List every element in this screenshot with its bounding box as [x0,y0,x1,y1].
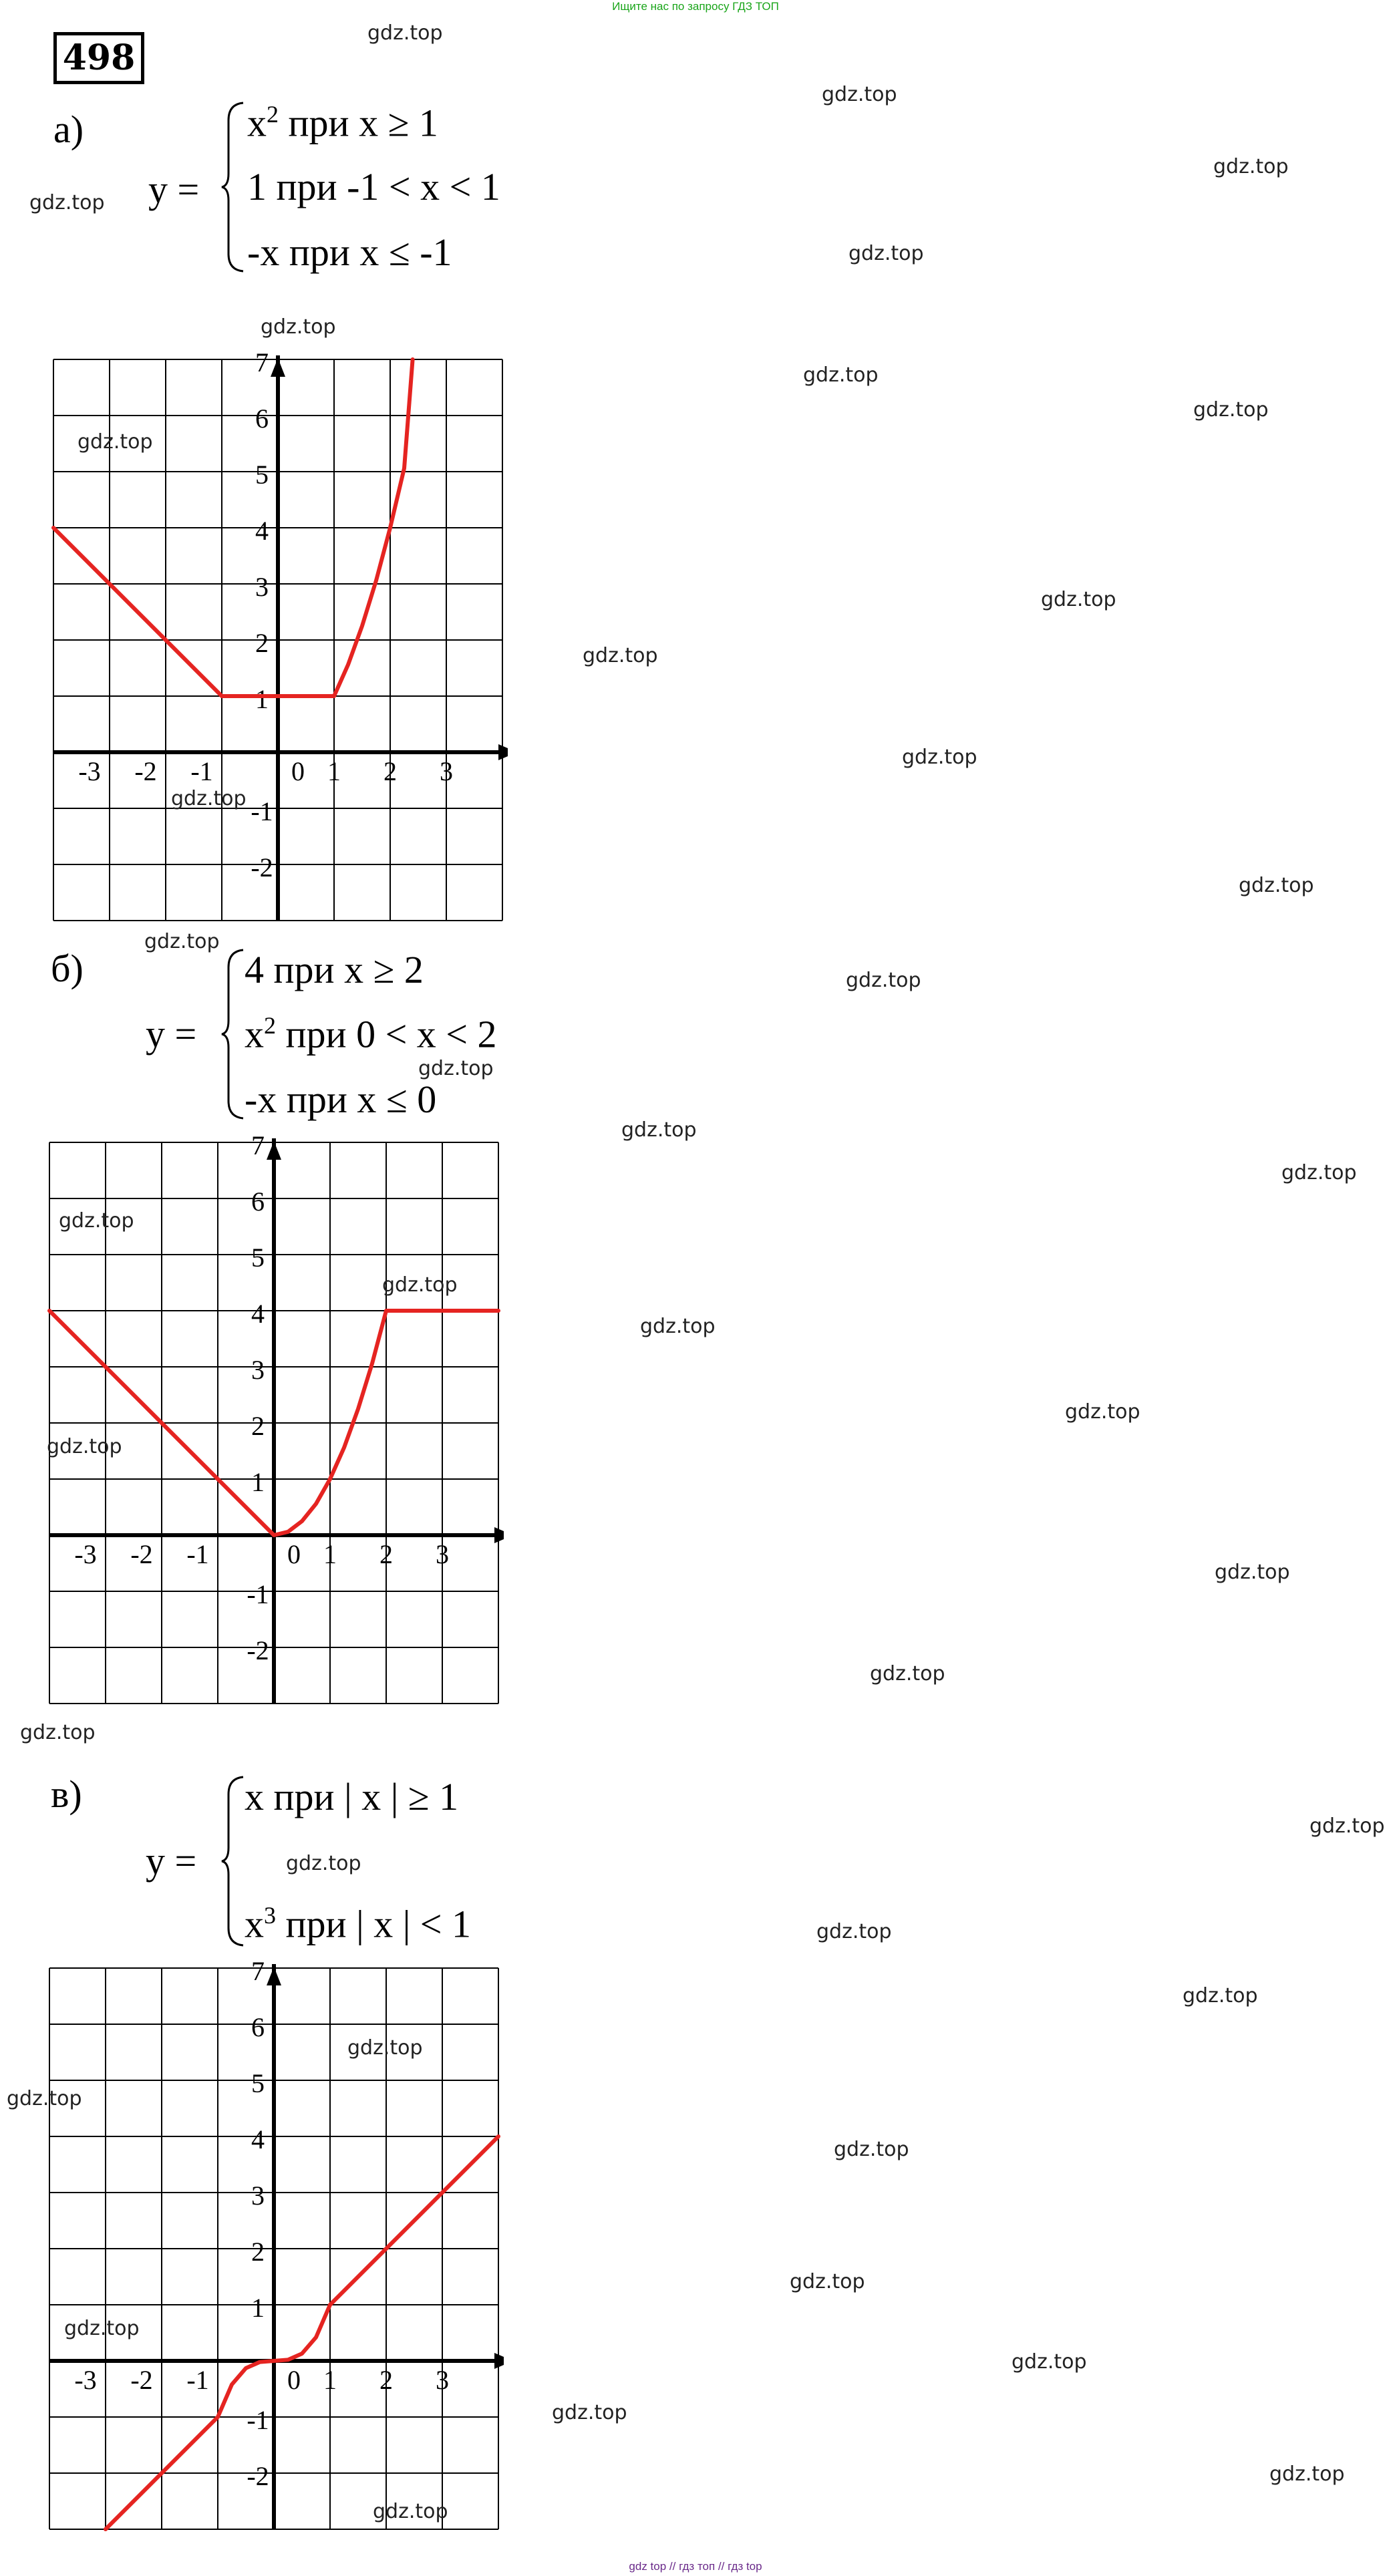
watermark: gdz.top [1309,1814,1385,1838]
part-a-label: а) [53,108,84,151]
x-tick-label: -2 [134,756,157,786]
watermark: gdz.top [790,2270,865,2293]
part-a-brace [220,100,247,274]
part-b-brace [220,947,247,1121]
y-tick-label: 1 [251,1467,265,1497]
part-a-y-label: y = [148,168,200,211]
x-tick-label: -1 [190,756,213,786]
watermark: gdz.top [583,644,658,667]
y-tick-label: -2 [247,2461,269,2491]
watermark: gdz.top [846,969,921,992]
x-tick-label: 2 [383,756,397,786]
x-tick-label: 1 [323,1539,337,1569]
watermark: gdz.top [373,2500,448,2523]
watermark: gdz.top [552,2401,627,2424]
problem-number: 498 [53,32,144,84]
x-tick-label: 3 [436,2365,449,2395]
watermark: gdz.top [870,1662,945,1685]
x-tick-label: 0 [287,2365,301,2395]
y-tick-label: 1 [255,684,269,714]
x-tick-label: -3 [74,1539,97,1569]
y-tick-label: 2 [251,2237,265,2267]
part-b-case-2: $x^2$ при 0 < x < 2 [245,1012,497,1056]
function-curve [106,2136,498,2529]
watermark: gdz.top [1041,588,1116,611]
y-tick-label: -2 [247,1635,269,1665]
y-tick-label: 4 [251,2124,265,2154]
y-tick-label: -2 [251,852,273,882]
watermark: gdz.top [347,2036,423,2060]
watermark: gdz.top [20,1721,96,1744]
part-a-case-3: -x при x ≤ -1 [247,230,452,274]
part-b-case-1: 4 при x ≥ 2 [245,948,424,991]
part-c-y-label: y = [146,1839,197,1883]
part-c-case-2: $x^3$ при | x | < 1 [245,1902,472,1946]
y-tick-label: 7 [251,1136,265,1160]
y-axis-arrow [271,358,285,377]
y-tick-label: 5 [251,1243,265,1273]
x-tick-label: -2 [130,2365,153,2395]
watermark: gdz.top [59,1209,134,1233]
watermark: gdz.top [29,191,105,214]
watermark: gdz.top [822,83,897,106]
watermark: gdz.top [171,787,247,810]
watermark: gdz.top [803,363,879,387]
watermark: gdz.top [621,1118,697,1142]
x-axis-arrow [494,2353,504,2369]
watermark: gdz.top [1065,1400,1140,1424]
y-tick-label: 6 [251,2012,265,2042]
graph-c [43,1961,504,2543]
x-tick-label: -3 [78,756,101,786]
part-b-y-label: y = [146,1012,197,1056]
watermark: gdz.top [1239,874,1314,897]
watermark: gdz.top [367,21,443,45]
part-b-label: б) [51,947,84,990]
x-axis-arrow [494,1527,504,1543]
y-tick-label: -1 [247,1579,269,1609]
x-tick-label: 3 [436,1539,449,1569]
x-tick-label: -1 [186,2365,209,2395]
x-tick-label: 2 [379,1539,393,1569]
part-a-case-2: 1 при -1 < x < 1 [247,165,500,208]
watermark: gdz.top [1269,2462,1345,2486]
x-tick-label: -2 [130,1539,153,1569]
y-tick-label: 5 [255,460,269,490]
watermark: gdz.top [1215,1561,1290,1584]
watermark: gdz.top [286,1852,361,1875]
top-note: Ищите нас по запросу ГДЗ ТОП [612,0,779,13]
y-tick-label: 5 [251,2068,265,2098]
watermark: gdz.top [1213,155,1289,178]
x-tick-label: 1 [323,2365,337,2395]
x-tick-label: -3 [74,2365,97,2395]
part-a-case-1: $x^2$ при x ≥ 1 [247,101,438,145]
watermark: gdz.top [78,430,153,454]
x-axis-arrow [498,744,508,760]
watermark: gdz.top [816,1920,892,1943]
x-tick-label: -1 [186,1539,209,1569]
y-tick-label: 2 [255,628,269,658]
watermark: gdz.top [418,1057,494,1080]
watermark: gdz.top [261,315,336,339]
watermark: gdz.top [1193,398,1269,422]
y-tick-label: 6 [255,404,269,434]
x-tick-label: 2 [379,2365,393,2395]
watermark: gdz.top [834,2138,909,2161]
y-tick-label: -1 [251,796,273,826]
watermark: gdz.top [848,242,924,265]
x-tick-label: 3 [440,756,453,786]
x-tick-label: 0 [291,756,305,786]
watermark: gdz.top [144,930,220,953]
y-axis-arrow [267,1967,281,1985]
x-tick-label: 1 [327,756,341,786]
y-tick-label: 3 [251,2181,265,2211]
watermark: gdz.top [1281,1161,1357,1184]
y-tick-label: 3 [255,572,269,602]
x-tick-label: 0 [287,1539,301,1569]
y-tick-label: 4 [255,516,269,546]
part-c-brace [220,1774,247,1948]
part-c-case-1: x при | x | ≥ 1 [245,1775,459,1818]
watermark: gdz.top [7,2087,82,2110]
y-tick-label: 7 [255,353,269,377]
watermark: gdz.top [1183,1984,1258,2007]
watermark: gdz.top [382,1273,458,1297]
watermark: gdz.top [640,1315,716,1338]
y-tick-label: 2 [251,1411,265,1441]
y-tick-label: 7 [251,1961,265,1986]
part-c-label: в) [51,1772,82,1816]
y-tick-label: 1 [251,2293,265,2323]
y-tick-label: 6 [251,1186,265,1217]
y-tick-label: 4 [251,1299,265,1329]
footer-note: gdz top // гдз топ // гдз top [629,2560,762,2573]
watermark: gdz.top [902,746,977,769]
watermark: gdz.top [1012,2350,1087,2374]
y-tick-label: -1 [247,2405,269,2435]
watermark: gdz.top [64,2317,140,2340]
watermark: gdz.top [47,1435,122,1458]
y-axis-arrow [267,1141,281,1160]
part-b-case-3: -x при x ≤ 0 [245,1078,437,1121]
y-tick-label: 3 [251,1355,265,1385]
